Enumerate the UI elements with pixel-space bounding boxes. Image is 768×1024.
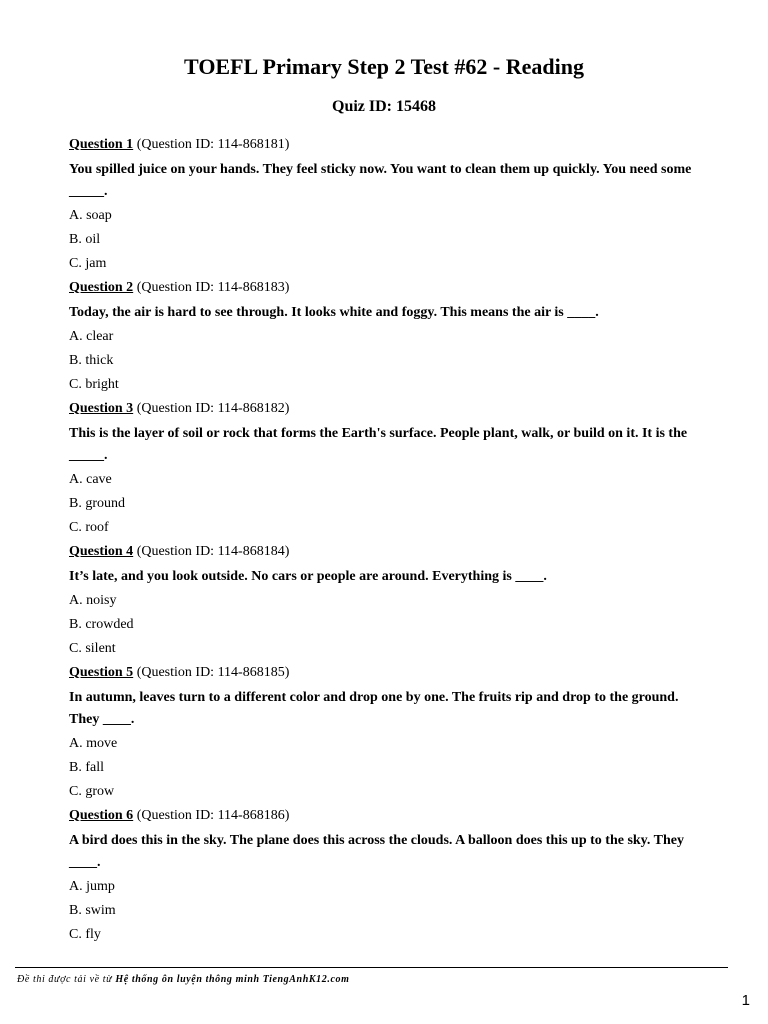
option-list (69, 325, 699, 397)
option-a: A. clear (69, 329, 114, 344)
option-list (69, 875, 699, 947)
page-number: 1 (741, 992, 750, 1009)
question-label: Question 2 (69, 280, 134, 295)
question-id: (Question ID: 114-868181) (136, 137, 290, 152)
option-c: C. jam (69, 256, 107, 271)
option-a: A. jump (69, 879, 115, 894)
quiz-id: Quiz ID: 15468 (332, 98, 436, 115)
question-4 (69, 540, 699, 661)
question-id: (Question ID: 114-868183) (136, 280, 290, 295)
question-text: You spilled juice on your hands. They feel sticky now. You want to clean them up quickly. You need some _____. (69, 162, 692, 199)
question-header (69, 276, 699, 300)
option-b: B. crowded (69, 617, 134, 632)
option-a: A. soap (69, 208, 112, 223)
footer-prefix: Đề thi được tải về từ (17, 974, 113, 985)
option-c: C. grow (69, 784, 115, 799)
option-b: B. swim (69, 903, 116, 918)
question-text: This is the layer of soil or rock that forms the Earth's surface. People plant, walk, or build on it. It is the _____. (69, 426, 688, 463)
question-label: Question 5 (69, 665, 134, 680)
option-b: B. oil (69, 232, 101, 247)
option-list (69, 732, 699, 804)
question-label: Question 1 (69, 137, 134, 152)
question-2 (69, 276, 699, 397)
question-header (69, 540, 699, 564)
option-a: A. move (69, 736, 118, 751)
question-label: Question 4 (69, 544, 134, 559)
question-6 (69, 804, 699, 947)
option-b: B. fall (69, 760, 104, 775)
question-label: Question 6 (69, 808, 134, 823)
question-header (69, 804, 699, 828)
question-text: A bird does this in the sky. The plane does this across the clouds. A balloon does this up to the sky. They ____. (69, 833, 684, 870)
footer-divider (15, 967, 728, 968)
footer-brand: Hệ thống ôn luyện thông minh TiengAnhK12.com (115, 974, 350, 985)
option-a: A. cave (69, 472, 112, 487)
question-id: (Question ID: 114-868182) (136, 401, 290, 416)
footer-source (17, 973, 349, 987)
question-text: It’s late, and you look outside. No cars or people are around. Everything is ____. (69, 569, 547, 584)
question-header (69, 661, 699, 685)
question-label: Question 3 (69, 401, 134, 416)
question-1 (69, 133, 699, 276)
option-c: C. fly (69, 927, 101, 942)
option-list (69, 468, 699, 540)
question-id: (Question ID: 114-868185) (136, 665, 290, 680)
page-title: TOEFL Primary Step 2 Test #62 - Reading (184, 54, 584, 79)
question-text: In autumn, leaves turn to a different color and drop one by one. The fruits rip and drop to the ground. They ____. (69, 690, 679, 727)
question-list (69, 133, 699, 947)
question-text: Today, the air is hard to see through. It looks white and foggy. This means the air is ____. (69, 305, 599, 320)
option-b: B. thick (69, 353, 114, 368)
option-c: C. silent (69, 641, 116, 656)
option-b: B. ground (69, 496, 125, 511)
question-header (69, 133, 699, 157)
option-list (69, 204, 699, 276)
question-id: (Question ID: 114-868186) (136, 808, 290, 823)
option-a: A. noisy (69, 593, 117, 608)
question-header (69, 397, 699, 421)
option-c: C. roof (69, 520, 109, 535)
question-3 (69, 397, 699, 540)
question-5 (69, 661, 699, 804)
option-c: C. bright (69, 377, 119, 392)
option-list (69, 589, 699, 661)
question-id: (Question ID: 114-868184) (136, 544, 290, 559)
